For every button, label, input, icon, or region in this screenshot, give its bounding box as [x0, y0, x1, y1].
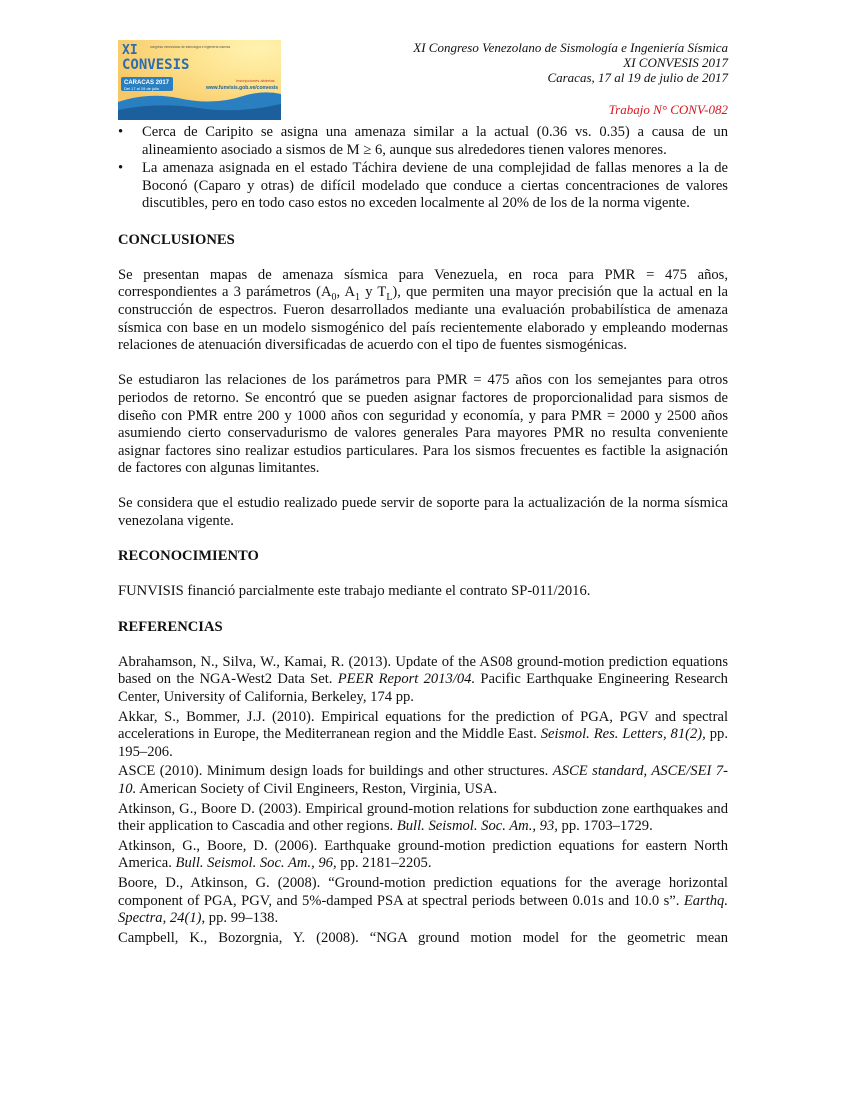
conference-short: XI CONVESIS 2017	[623, 55, 728, 70]
main-content	[118, 124, 728, 949]
reference-item: Atkinson, G., Boore, D. (2006). Earthquake ground-motion prediction equations for eastern North America. Bull. Seismol. Soc. Am., 96, pp. 2181–2205.	[118, 837, 728, 872]
bullet-item: • Cerca de Caripito se asigna una amenaza similar a la actual (0.36 vs. 0.35) a causa de un alineamiento asociado a sismos de M ≥ 6, aunque sus alrededores tienen valores menores.	[118, 124, 728, 159]
logo-inscriptions: Inscripciones abiertas	[236, 78, 275, 83]
logo-xi: XI	[122, 43, 138, 58]
bullet-item: • La amenaza asignada en el estado Táchira deviene de una complejidad de fallas menores a la de Boconó (Caparo y otras) de difícil modelado que conduce a ciertas concentraciones de valores discutibles, pero en todo caso estos no exceden localmente al 20% de los de la norma vigente.	[118, 160, 728, 213]
section-heading-reconocimiento: RECONOCIMIENTO	[118, 548, 259, 565]
paragraph: FUNVISIS financió parcialmente este trabajo mediante el contrato SP-011/2016.	[118, 583, 591, 600]
logo-small-text: congreso venezolano de sismología e ingeniería sísmica	[150, 45, 231, 49]
paragraph: Se presentan mapas de amenaza sísmica para Venezuela, en roca para PMR = 475 años, correspondientes a 3 parámetros ($A_0$, $A_1$ y $T_L$), que permiten una mayor precisión que la actual en la construcción de espectros. Fueron desarrollados mediante una evaluación probabilística de amenaza sísmica con base en un modelo sismogénico del país recientemente elaborado y empleando modernas relaciones de atenuación diversificadas de acuerdo con el tipo de fuentes sismogénicas.	[118, 266, 729, 354]
reference-item: Boore, D., Atkinson, G. (2008). “Ground-motion prediction equations for the average horizontal component of PGA, PGV, and 5%-damped PSA at spectral periods between 0.01s and 10.0 s”. Earthq. Spectra, 24(1), pp. 99–138.	[118, 874, 728, 927]
bullet-list	[118, 124, 728, 213]
reference-list	[118, 654, 728, 948]
reference-item: Atkinson, G., Boore D. (2003). Empirical ground-motion relations for subduction zone earthquakes and their application to Cascadia and other regions. Bull. Seismol. Soc. Am., 93, pp. 1703–1729.	[118, 800, 728, 835]
logo-convesis: CONVESIS	[122, 57, 190, 73]
conference-name: XI Congreso Venezolano de Sismología e Ingeniería Sísmica	[413, 40, 728, 55]
reference-item: Akkar, S., Bommer, J.J. (2010). Empirical equations for the prediction of PGA, PGV and spectral accelerations in Europe, the Mediterranean region and the Middle East. Seismol. Res. Letters, 81(2), pp. 195–206.	[118, 708, 728, 760]
conference-place-date: Caracas, 17 al 19 de julio de 2017	[547, 70, 728, 85]
logo-city: CARACAS 2017	[124, 80, 170, 86]
logo-dates: Del 17 al 19 de julio	[124, 86, 160, 91]
paragraph: Se considera que el estudio realizado puede servir de soporte para la actualización de la norma sísmica venezolana vigente.	[118, 495, 728, 530]
reference-item: Campbell, K., Bozorgnia, Y. (2008). “NGA ground motion model for the geometric mean	[118, 929, 728, 946]
paper-code: Trabajo N° CONV-082	[608, 102, 728, 117]
page-header	[308, 40, 728, 117]
convesis-logo	[118, 40, 281, 120]
paragraph: Se estudiaron las relaciones de los parámetros para PMR = 475 años con los semejantes para otros periodos de retorno. Se encontró que se pueden asignar factores de proporcionalidad para sismos de diseño con PMR entre 200 y 1000 años con seguridad y economía, y para PMR = 2000 y 2500 años asumiendo cierto conservadurismo de valores generales Para mayores PMR no resulta conveniente asignar factores sino realizar estudios particulares. Para los sismos frecuentes es factible la asignación de factores con algunas limitantes.	[118, 372, 728, 477]
logo-url: www.funvisis.gob.ve/convesis	[206, 85, 279, 91]
section-heading-conclusiones: CONCLUSIONES	[118, 231, 235, 248]
section-heading-referencias: REFERENCIAS	[118, 618, 223, 635]
reference-item: Abrahamson, N., Silva, W., Kamai, R. (2013). Update of the AS08 ground-motion prediction equations based on the NGA-West2 Data Set. PEER Report 2013/04. Pacific Earthquake Engineering Research Center, University of California, Berkeley, 174 pp.	[118, 653, 728, 705]
reference-item: ASCE (2010). Minimum design loads for buildings and other structures. ASCE standard, ASCE/SEI 7-10. American Society of Civil Engineers, Reston, Virginia, USA.	[118, 763, 728, 797]
